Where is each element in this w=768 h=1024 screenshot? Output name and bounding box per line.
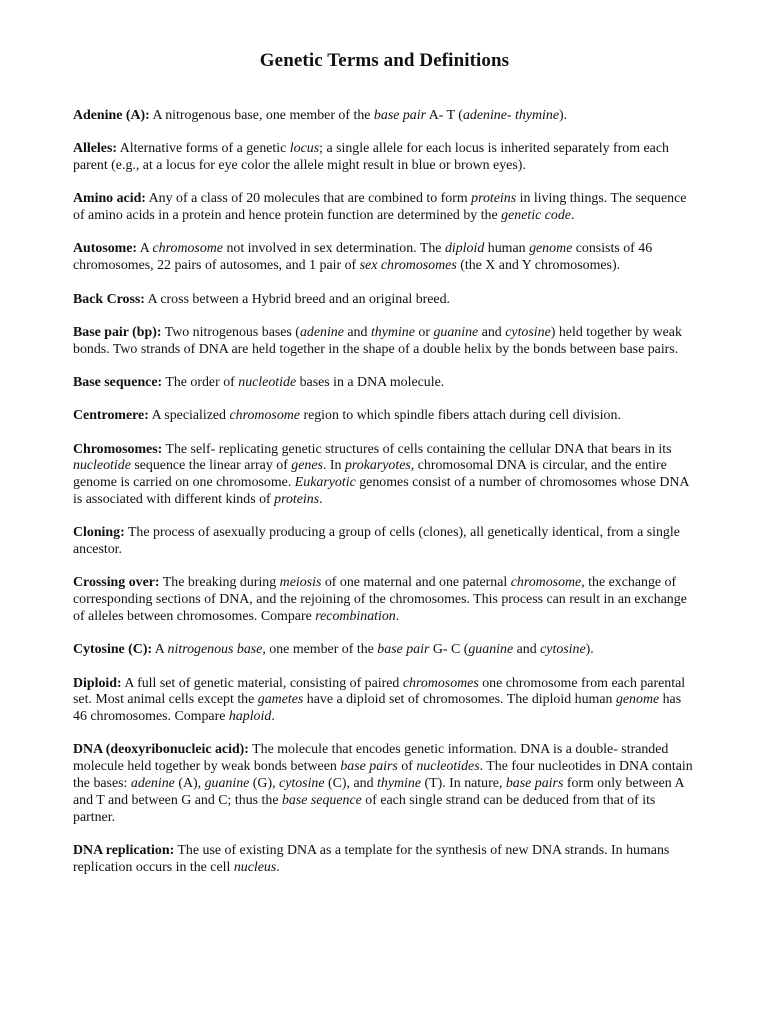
definition-entry (73, 575, 696, 625)
definition-list (73, 108, 696, 877)
definition-emphasis: Eukaryotic (294, 475, 356, 491)
definition-text: The use of existing DNA as a template for the synthesis of new DNA strands. In humans replication occurs in the cell (73, 842, 670, 875)
definition-term: Alleles: (73, 141, 117, 157)
definition-emphasis: recombination (315, 608, 396, 624)
definition-entry (73, 141, 696, 175)
definition-emphasis: base pair (377, 642, 430, 658)
definition-text: and (478, 324, 506, 340)
definition-entry (73, 292, 696, 309)
definition-text: The self- replicating genetic structures of cells containing the cellular DNA that bears in its (162, 441, 672, 457)
definition-emphasis: guanine (468, 642, 514, 658)
definition-term: Cytosine (C): (73, 642, 153, 658)
definition-text: Any of a class of 20 molecules that are combined to form (145, 191, 472, 207)
definition-emphasis: cytosine (540, 642, 586, 658)
definition-entry (73, 108, 696, 125)
definition-emphasis: sex chromosomes (359, 258, 457, 274)
definition-emphasis: diploid (444, 241, 485, 257)
definition-emphasis: adenine (299, 324, 344, 340)
definition-emphasis: haploid (228, 709, 272, 725)
definition-entry (73, 375, 696, 392)
definition-emphasis: locus (289, 141, 320, 157)
definition-text: (T). In nature, (421, 776, 506, 792)
definition-text: genomes consist of a number of chromosomes whose DNA is associated with different kinds of (73, 475, 689, 507)
definition-text: Two nitrogenous bases ( (161, 324, 300, 340)
definition-text: . (570, 208, 575, 224)
definition-entry (73, 408, 696, 425)
definition-text: . In (322, 458, 345, 474)
definition-text: A specialized (148, 408, 230, 424)
definition-emphasis: adenine (130, 776, 175, 792)
definition-emphasis: cytosine (279, 776, 325, 792)
definition-text: A (137, 241, 153, 257)
definition-term: Centromere: (73, 408, 149, 424)
definition-text: A- T ( (426, 108, 463, 123)
definition-term: Base sequence: (73, 374, 163, 390)
definition-text: G- C ( (429, 642, 469, 658)
definition-text: , one member of the (262, 642, 378, 658)
definition-text: in living things. The sequence of amino acids in a protein and hence protein function are determined by the (73, 191, 687, 224)
definition-text: ) held together by weak bonds. Two strands of DNA are held together in the shape of a double helix by the bonds between base pairs. (73, 324, 682, 357)
definition-emphasis: genetic code (501, 208, 571, 224)
definition-text: A full set of genetic material, consisting of paired (121, 675, 403, 691)
definition-emphasis: guanine (433, 324, 479, 340)
definition-emphasis: chromosome (152, 241, 223, 257)
definition-emphasis: gametes (257, 692, 304, 708)
definition-text: bases in a DNA molecule. (296, 374, 445, 390)
definition-text: consists of 46 chromosomes, 22 pairs of autosomes, and 1 pair of (73, 241, 653, 274)
definition-text: (C), and (324, 776, 378, 792)
definition-text: Alternative forms of a genetic (116, 141, 290, 157)
definition-text: of one maternal and one paternal (321, 575, 511, 591)
definition-term: Crossing over: (73, 575, 160, 591)
definition-text: sequence the linear array of (130, 458, 292, 474)
definition-term: Cloning: (73, 525, 125, 541)
definition-text: The process of asexually producing a group of cells (clones), all genetically identical, from a single ancestor. (73, 525, 680, 558)
definition-text: have a diploid set of chromosomes. The diploid human (303, 692, 616, 708)
definition-emphasis: base sequence (281, 792, 362, 808)
definition-emphasis: prokaryotes (344, 458, 411, 474)
definition-text: ). (558, 108, 568, 123)
definition-emphasis: cytosine (505, 324, 551, 340)
definition-emphasis: genome (615, 692, 660, 708)
definition-term: Base pair (bp): (73, 324, 162, 340)
definition-emphasis: chromosomes (402, 675, 479, 691)
definition-emphasis: proteins (471, 191, 517, 207)
definition-emphasis: nitrogenous base (167, 642, 263, 658)
definition-emphasis: proteins (274, 491, 320, 507)
definition-text: not involved in sex determination. The (222, 241, 445, 257)
definition-text: A nitrogenous base, one member of the (149, 108, 374, 123)
definition-text: , chromosomal DNA is circular, and the entire genome is carried on one chromosome. (73, 458, 667, 491)
definition-text: has 46 chromosomes. Compare (73, 692, 682, 725)
definition-text: form only between A and T and between G and C; thus the (73, 776, 684, 808)
definition-emphasis: thymine (377, 776, 421, 792)
definition-entry (73, 325, 696, 359)
definition-term: Back Cross: (73, 291, 145, 307)
definition-text: ). (585, 642, 594, 658)
definition-emphasis: chromosome (510, 575, 582, 591)
definition-entry (73, 742, 696, 826)
definition-emphasis: thymine (370, 324, 415, 340)
document-title: Genetic Terms and Definitions (259, 50, 510, 71)
definition-emphasis: guanine (204, 776, 250, 792)
definition-text: and (513, 642, 541, 658)
definition-entry (73, 525, 696, 559)
definition-emphasis: base pair (373, 108, 427, 123)
definition-entry (73, 642, 696, 659)
definition-text: A (152, 642, 168, 658)
definition-entry (73, 843, 696, 877)
definition-text: . The four nucleotides in DNA contain the bases: (73, 759, 693, 792)
definition-text: . (395, 608, 400, 624)
definition-term: Chromosomes: (73, 441, 163, 457)
definition-term: DNA (deoxyribonucleic acid): (73, 742, 249, 758)
definition-entry (73, 442, 696, 509)
definition-text: The breaking during (159, 575, 280, 591)
definition-entry (73, 241, 696, 275)
definition-term: Autosome: (73, 241, 138, 257)
definition-text: (A), (174, 776, 205, 792)
definition-text: of (397, 759, 417, 775)
definition-text: region to which spindle fibers attach during cell division. (299, 408, 621, 424)
definition-text: of each single strand can be deduced from that of its partner. (73, 792, 656, 825)
definition-text: The molecule that encodes genetic information. DNA is a double- stranded molecule held together by weak bonds between (73, 742, 669, 775)
definition-text: (G), (249, 776, 280, 792)
definition-term: Amino acid: (73, 191, 146, 207)
definition-entry (73, 191, 696, 225)
definition-text: one chromosome from each parental set. Most animal cells except the (73, 675, 686, 708)
definition-text: A cross between a Hybrid breed and an original breed. (144, 291, 451, 307)
definition-emphasis: genome (529, 241, 573, 257)
definition-text: (the X and Y chromosomes). (456, 258, 621, 274)
definition-term: Adenine (A): (73, 108, 150, 123)
definition-emphasis: adenine- thymine (462, 108, 559, 123)
definition-text: . (271, 709, 275, 725)
definition-text: The order of (162, 374, 239, 390)
definition-term: Diploid: (73, 675, 122, 691)
definition-emphasis: nucleus (233, 859, 277, 875)
definition-text: , the exchange of corresponding sections of DNA, and the rejoining of the chromosomes. This process can result in an exchange of alleles between chromosomes. Compare (73, 575, 687, 624)
definition-emphasis: nucleotide (73, 458, 131, 474)
definition-emphasis: chromosome (229, 408, 300, 424)
definition-emphasis: meiosis (279, 575, 322, 591)
definition-emphasis: nucleotide (238, 374, 297, 390)
definition-emphasis: base pairs (505, 776, 564, 792)
definition-text: . (319, 491, 323, 507)
definition-text: human (484, 241, 530, 257)
definition-text: . (276, 859, 280, 875)
definition-emphasis: genes (291, 458, 323, 474)
definition-text: ; a single allele for each locus is inherited separately from each parent (e.g., at a locus for eye color the allele might result in blue or brown eyes). (73, 141, 669, 174)
definition-text: or (414, 324, 434, 340)
definition-emphasis: nucleotides (416, 759, 480, 775)
definition-text: and (343, 324, 371, 340)
definition-entry (73, 676, 696, 726)
definition-term: DNA replication: (73, 842, 175, 858)
definition-emphasis: base pairs (340, 759, 398, 775)
